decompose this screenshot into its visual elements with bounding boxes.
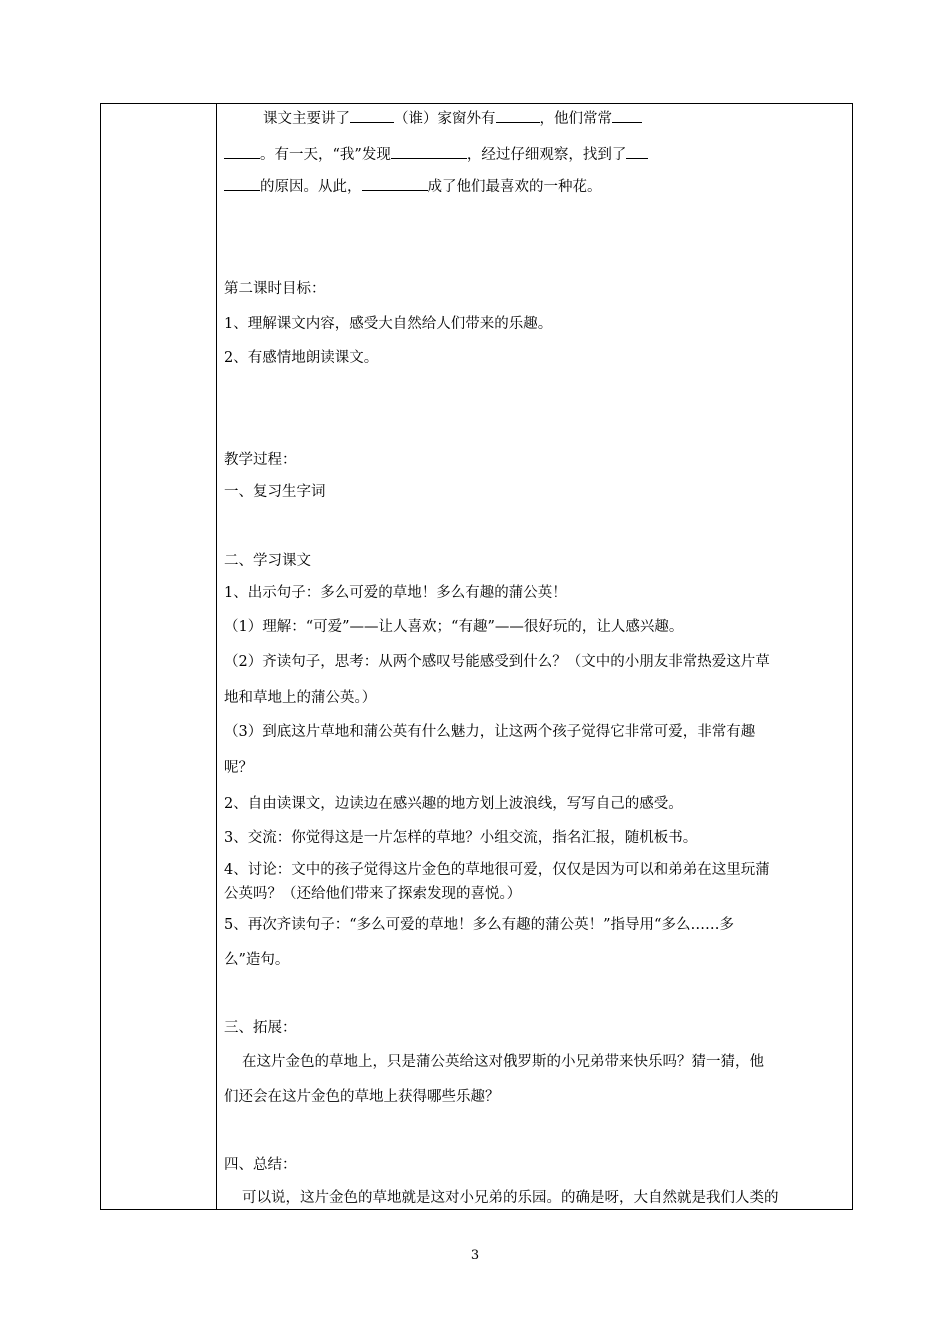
goal-item: 2、有感情地朗读课文。 [224,350,379,366]
blank [350,108,394,123]
text: ，经过仔细观察，找到了 [466,147,627,163]
goals-title: 第二课时目标： [224,281,326,297]
blank [224,176,260,191]
text: 课文主要讲了 [263,111,350,127]
goal-item: 1、理解课文内容，感受大自然给人们带来的乐趣。 [224,316,553,332]
process-line: （3）到底这片草地和蒲公英有什么魅力，让这两个孩子觉得它非常可爱，非常有趣 [224,724,756,740]
process-line: 们还会在这片金色的草地上获得哪些乐趣？ [224,1089,500,1105]
process-line: 么”造句。 [224,952,290,968]
process-line: （1）理解：“可爱”——让人喜欢；“有趣”——很好玩的，让人感兴趣。 [224,619,684,635]
blank [612,108,642,123]
fill-line-1 [263,108,642,129]
process-line: 可以说，这片金色的草地就是这对小兄弟的乐园。的确是呀，大自然就是我们人类的 [242,1190,779,1206]
blank [391,144,467,159]
blank [362,176,428,191]
page-number: 3 [470,1248,480,1263]
section-heading: 三、拓展： [224,1020,297,1036]
blank [496,108,540,123]
process-line: 1、出示句子：多么可爱的草地！多么有趣的蒲公英！ [224,585,567,601]
process-line: （2）齐读句子，思考：从两个感叹号能感受到什么？（文中的小朋友非常热爱这片草 [224,654,770,670]
text: 。有一天，“我”发现 [260,147,391,163]
section-heading: 四、总结： [224,1157,297,1173]
process-line: 公英吗？（还给他们带来了探索发现的喜悦。） [224,886,522,902]
section-heading: 二、学习课文 [224,553,311,569]
blank [626,144,648,159]
process-line: 2、自由读课文，边读边在感兴趣的地方划上波浪线，写写自己的感受。 [224,796,683,812]
column-divider [216,104,217,1209]
text: ，他们常常 [539,111,612,127]
process-line: 3、交流：你觉得这是一片怎样的草地？小组交流，指名汇报，随机板书。 [224,830,698,846]
process-title: 教学过程： [224,452,297,468]
text: 成了他们最喜欢的一种花。 [427,179,602,195]
text: 的原因。从此， [260,179,362,195]
process-line: 在这片金色的草地上，只是蒲公英给这对俄罗斯的小兄弟带来快乐吗？猜一猜，他 [242,1054,764,1070]
process-line: 5、再次齐读句子：“多么可爱的草地！多么有趣的蒲公英！”指导用“多么……多 [224,917,734,933]
process-line: 地和草地上的蒲公英。） [224,690,377,706]
blank [224,144,260,159]
process-line: 呢？ [224,760,253,776]
process-line: 4、讨论：文中的孩子觉得这片金色的草地很可爱，仅仅是因为可以和弟弟在这里玩蒲 [224,862,770,878]
section-heading: 一、复习生字词 [224,484,326,500]
fill-line-2 [224,144,648,165]
text: （谁）家窗外有 [394,111,496,127]
fill-line-3 [224,176,602,197]
